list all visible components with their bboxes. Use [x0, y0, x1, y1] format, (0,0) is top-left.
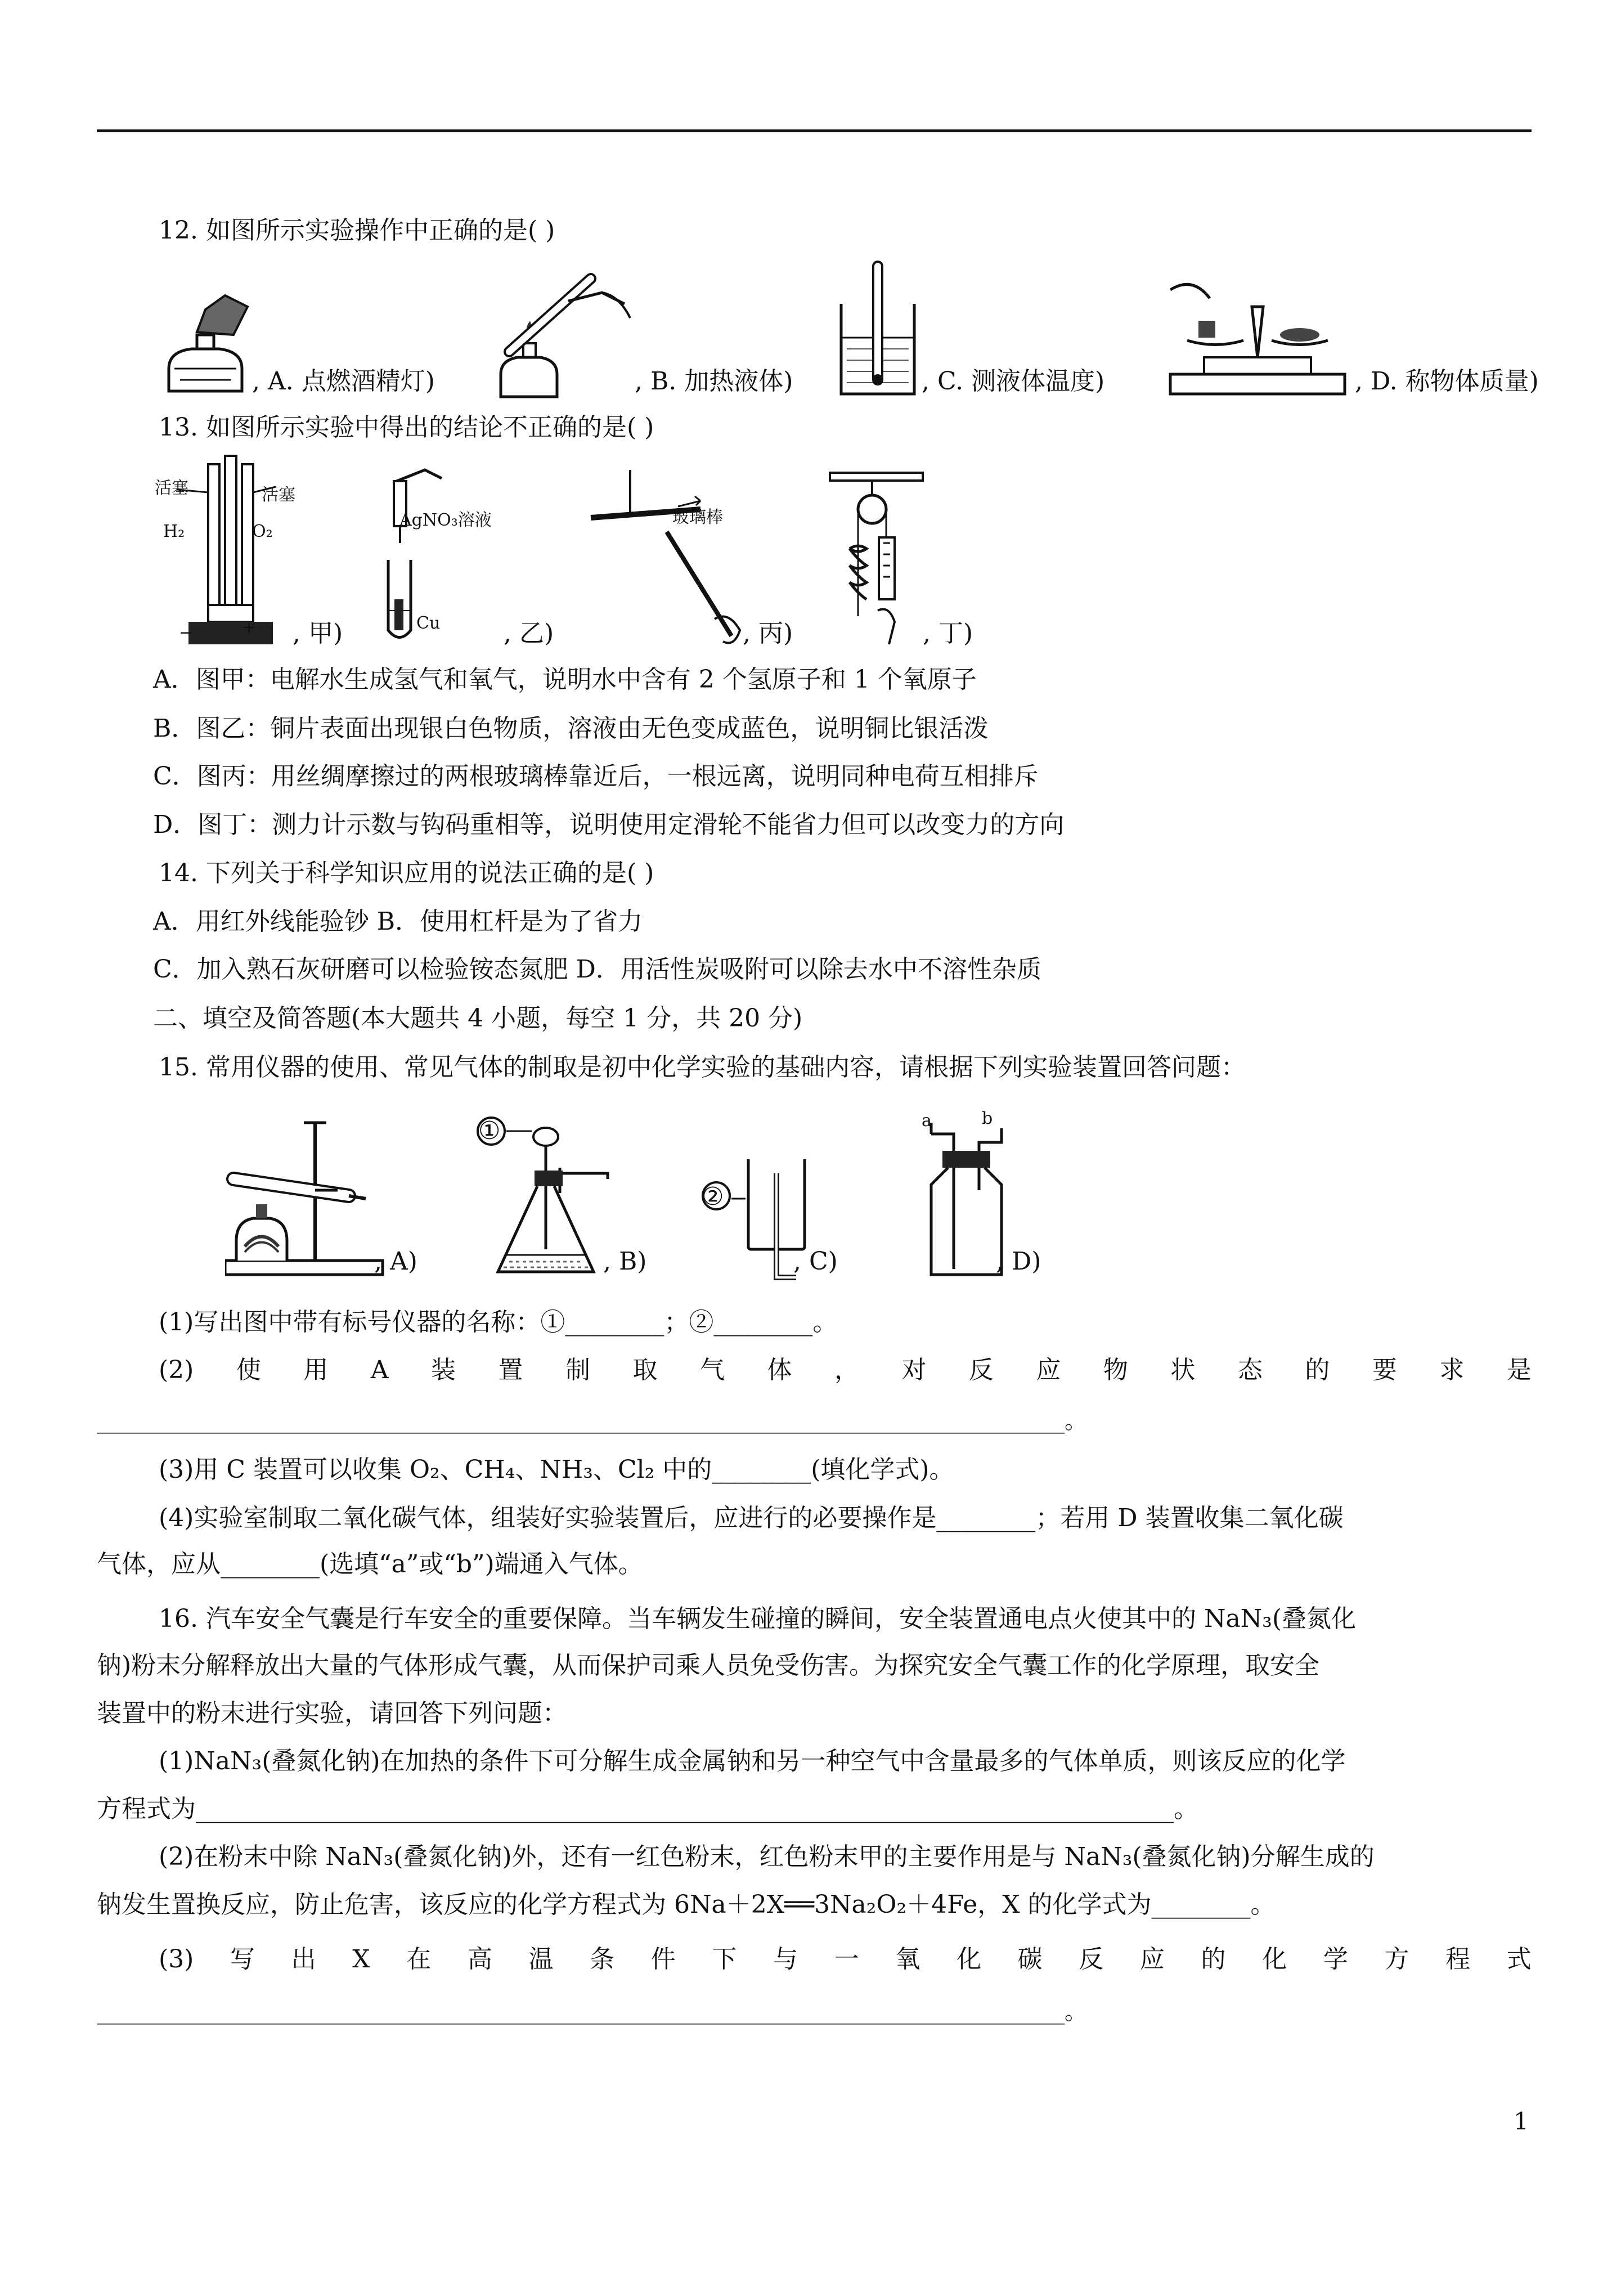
q15-part-3: (3)用 C 装置可以收集 O₂、CH₄、NH₃、Cl₂ 中的________(填化学式)。	[159, 1455, 954, 1484]
q16-p3-char: 的	[1201, 1945, 1226, 1974]
stopcock-left-label: 活塞	[155, 478, 188, 498]
label-two: ②	[702, 1182, 724, 1211]
q15-caption-b: , B)	[603, 1247, 647, 1276]
q13-caption-ding: , 丁)	[923, 619, 973, 648]
q15-p2-char: ，	[834, 1356, 859, 1384]
q13-option-d: D．图丁：测力计示数与钩码重相等，说明使用定滑轮不能省力但可以改变力的方向	[153, 810, 1065, 839]
alcohol-lamp-lighting-figure	[158, 284, 253, 397]
apparatus-a-figure	[225, 1111, 388, 1280]
q13-option-c: C．图丙：用丝绸摩擦过的两根玻璃棒靠近后，一根远离，说明同种电荷互相排斥	[153, 762, 1039, 791]
q16-part-1-line-1: (1)NaN₃(叠氮化钠)在加热的条件下可分解生成金属钠和另一种空气中含量最多的气体单质，则该反应的化学	[159, 1747, 1346, 1775]
q16-p3-char: 化	[956, 1945, 981, 1974]
q16-p3-char: 程	[1445, 1945, 1471, 1974]
q16-part-2-line-1: (2)在粉末中除 NaN₃(叠氮化钠)外，还有一红色粉末，红色粉末甲的主要作用是与 NaN₃(叠氮化钠)分解生成的	[159, 1842, 1375, 1871]
q14-options-cd: C．加入熟石灰研磨可以检验铵态氮肥 D．用活性炭吸附可以除去水中不溶性杂质	[153, 955, 1041, 984]
o2-label: O₂	[252, 522, 273, 541]
q16-p3-char: (3)	[159, 1945, 194, 1974]
q13-caption-jia: , 甲)	[293, 619, 343, 648]
apparatus-c-figure	[701, 1154, 807, 1286]
q16-line-3: 装置中的粉末进行实验，请回答下列问题：	[97, 1699, 567, 1728]
q15-p2-char: 用	[303, 1356, 329, 1384]
q16-p3-char: 在	[406, 1945, 432, 1974]
q16-p3-char: 学	[1323, 1945, 1348, 1974]
q13-stem: 13. 如图所示实验中得出的结论不正确的是( )	[159, 413, 654, 442]
q16-p3-char: 方	[1384, 1945, 1409, 1974]
label-one: ①	[478, 1116, 501, 1145]
q16-p3-char: 条	[590, 1945, 615, 1974]
q15-p2-char: 物	[1103, 1356, 1128, 1384]
q15-p2-char: 取	[632, 1356, 658, 1384]
q15-p2-char: 求	[1439, 1356, 1465, 1384]
q12-option-c: , C. 测液体温度)	[922, 367, 1105, 396]
q16-p3-char: 件	[650, 1945, 676, 1974]
weighing-balance-figure	[1159, 267, 1356, 400]
q12-stem: 12. 如图所示实验操作中正确的是( )	[159, 216, 555, 245]
heating-liquid-figure	[478, 262, 636, 402]
q16-p3-char: 高	[467, 1945, 492, 1974]
q16-p3-char: 式	[1506, 1945, 1532, 1974]
q16-part-3-answer-blank: ______________________________________________________________________________________。	[97, 1999, 1087, 2025]
q16-line-1: 16. 汽车安全气囊是行车安全的重要保障。当车辆发生碰撞的瞬间，安全装置通电点火使其中的 NaN₃(叠氮化	[159, 1604, 1356, 1633]
q16-p3-char: 出	[291, 1945, 316, 1974]
q16-p3-char: 化	[1262, 1945, 1287, 1974]
q15-caption-c: , C)	[793, 1247, 838, 1276]
q12-option-d: , D. 称物体质量)	[1355, 367, 1539, 396]
electrode-minus-label: −	[179, 623, 194, 643]
q15-p2-char: 体	[767, 1356, 792, 1384]
electrode-plus-label: +	[242, 617, 257, 637]
q12-option-a: , A. 点燃酒精灯)	[252, 367, 435, 396]
q15-p2-char: 态	[1237, 1356, 1263, 1384]
q15-p2-char: 使	[236, 1356, 261, 1384]
q15-p2-char: 是	[1506, 1356, 1532, 1384]
q15-part-4-line-2: 气体，应从________(选填“a”或“b”)端通入气体。	[97, 1550, 643, 1578]
port-a-label: a	[922, 1111, 932, 1131]
fixed-pulley-figure	[827, 470, 928, 650]
q16-p3-char: 温	[528, 1945, 554, 1974]
q13-caption-bing: , 丙)	[743, 619, 793, 648]
q15-p2-char: A	[370, 1356, 389, 1384]
page-number: 1	[1514, 2107, 1529, 2135]
q16-part-1-line-2: 方程式为_______________________________________________________________________________。	[97, 1795, 1198, 1823]
q15-p2-char: 要	[1372, 1356, 1397, 1384]
q16-part-2-line-2: 钠发生置换反应，防止危害，该反应的化学方程式为 6Na＋2X══3Na₂O₂＋4Fe，X 的化学式为________。	[97, 1890, 1276, 1919]
q15-part-2-line	[159, 1353, 1532, 1387]
q16-p3-char: 写	[230, 1945, 255, 1974]
header-rule	[97, 129, 1532, 132]
q15-p2-char: 对	[901, 1356, 927, 1384]
q15-p2-char: 状	[1170, 1356, 1196, 1384]
q15-p2-char: (2)	[159, 1356, 194, 1384]
q13-option-b: B．图乙：铜片表面出现银白色物质，溶液由无色变成蓝色，说明铜比银活泼	[153, 714, 989, 743]
q14-options-ab: A．用红外线能验钞 B．使用杠杆是为了省力	[153, 907, 643, 936]
q15-caption-d: , D)	[996, 1247, 1041, 1276]
q15-part-4-line-1: (4)实验室制取二氧化碳气体，组装好实验装置后，应进行的必要操作是________；若用 D 装置收集二氧化碳	[159, 1504, 1344, 1532]
q16-p3-char: X	[352, 1945, 370, 1974]
cu-label: Cu	[416, 613, 441, 633]
q15-p2-char: 反	[968, 1356, 994, 1384]
q16-p3-char: 下	[712, 1945, 737, 1974]
q15-p2-char: 装	[431, 1356, 456, 1384]
q15-part-1: (1)写出图中带有标号仪器的名称：①________；②________。	[159, 1308, 838, 1337]
glass-rod-repulsion-figure	[588, 467, 768, 650]
q13-option-a: A．图甲：电解水生成氢气和氧气，说明水中含有 2 个氢原子和 1 个氧原子	[153, 665, 977, 694]
q16-p3-char: 与	[773, 1945, 798, 1974]
q14-stem: 14. 下列关于科学知识应用的说法正确的是( )	[159, 859, 654, 887]
q16-line-2: 钠)粉末分解释放出大量的气体形成气囊，从而保护司乘人员免受伤害。为探究安全气囊工作的化学原理，取安全	[97, 1651, 1320, 1680]
q15-p2-char: 置	[498, 1356, 523, 1384]
agno3-label: AgNO₃溶液	[399, 510, 492, 530]
q16-p3-char: 氧	[895, 1945, 920, 1974]
q15-stem: 15. 常用仪器的使用、常见气体的制取是初中化学实验的基础内容，请根据下列实验装置回答问题：	[159, 1053, 1246, 1082]
glass-rod-label: 玻璃棒	[672, 508, 723, 527]
q16-part-3-line	[159, 1943, 1532, 1976]
q16-p3-char: 碳	[1017, 1945, 1043, 1974]
q15-part-2-answer-blank: ______________________________________________________________________________________。	[97, 1408, 1087, 1434]
q13-caption-yi: , 乙)	[504, 619, 554, 648]
port-b-label: b	[982, 1109, 993, 1128]
q15-p2-char: 气	[699, 1356, 725, 1384]
q15-p2-char: 制	[565, 1356, 591, 1384]
measuring-liquid-temperature-figure	[833, 259, 923, 400]
q16-p3-char: 反	[1079, 1945, 1104, 1974]
stopcock-right-label: 活塞	[262, 485, 295, 505]
q15-caption-a: , A)	[374, 1247, 417, 1276]
section-2-heading: 二、填空及简答题(本大题共 4 小题，每空 1 分，共 20 分)	[153, 1004, 803, 1033]
q16-p3-char: 应	[1139, 1945, 1165, 1974]
q16-p3-char: 一	[834, 1945, 859, 1974]
h2-label: H₂	[163, 522, 185, 541]
q12-option-b: , B. 加热液体)	[635, 367, 793, 396]
q15-p2-char: 的	[1305, 1356, 1330, 1384]
q15-p2-char: 应	[1036, 1356, 1061, 1384]
